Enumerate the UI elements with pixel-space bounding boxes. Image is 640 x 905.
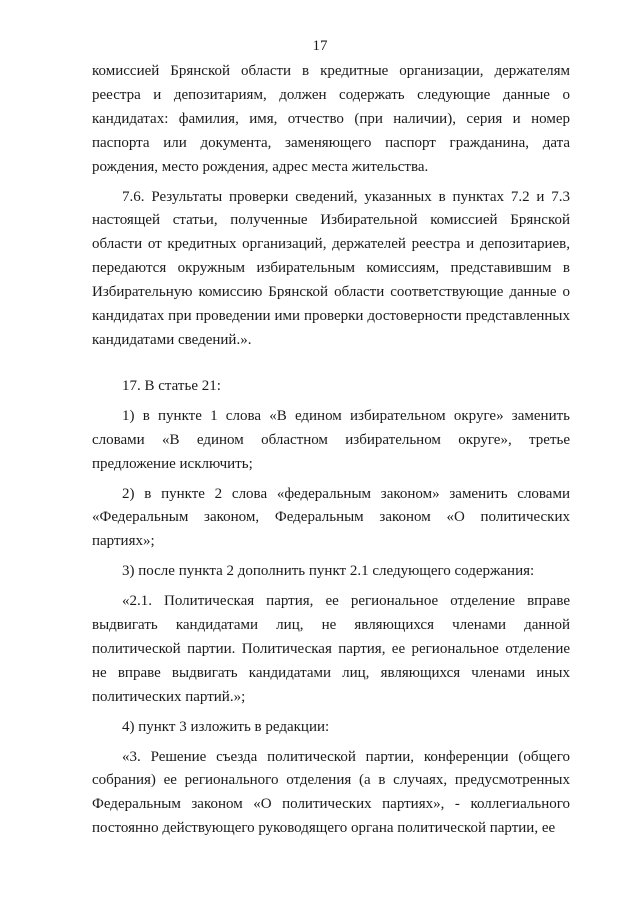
paragraph-item-4: 4) пункт 3 изложить в редакции: bbox=[122, 718, 330, 735]
paragraph-item-2: 2) в пункте 2 слова «федеральным законом» заменить словами «Федеральным законом, Федеральным законом «О политических партиях»; bbox=[92, 485, 570, 550]
paragraph-3-text: «3. Решение съезда политической партии, конференции (общего собрания) ее регионального отделения (а в случаях, предусмотренных Федеральным законом «О политических партиях», - коллегиального постоянно действующего руководящего органа политической партии, ее bbox=[92, 748, 570, 837]
page-number: 17 bbox=[312, 38, 328, 54]
paragraph-item-3: 3) после пункта 2 дополнить пункт 2.1 следующего содержания: bbox=[122, 563, 535, 580]
paragraph-2-1-text: «2.1. Политическая партия, ее региональное отделение вправе выдвигать кандидатами лиц, не являющихся членами данной политической партии. Политическая партия, ее региональное отделение не вправе выдвигать кандидатами лиц, являющихся членами иных политических партий.»; bbox=[92, 593, 570, 705]
paragraph-item-1: 1) в пункте 1 слова «В едином избирательном округе» заменить словами «В едином областном избирательном округе», третье предложение исключить; bbox=[92, 407, 570, 472]
document-body bbox=[92, 60, 570, 841]
paragraph-7-6: 7.6. Результаты проверки сведений, указанных в пунктах 7.2 и 7.3 настоящей статьи, полученные Избирательной комиссией Брянской области от кредитных организаций, держателей реестра и депозитариев, передаются окружным избирательным комиссиям, представившим в Избирательную комиссию Брянской области соответствующие данные о кандидатах при проведении ими проверки достоверности представленных кандидатами сведений.». bbox=[92, 188, 570, 348]
paragraph-article-21-heading: 17. В статье 21: bbox=[122, 377, 221, 394]
paragraph-continuation: комиссией Брянской области в кредитные организации, держателям реестра и депозитариям, должен содержать следующие данные о кандидатах: фамилия, имя, отчество (при наличии), серия и номер паспорта или документа, заменяющего паспорт гражданина, дата рождения, место рождения, адрес места жительства. bbox=[92, 63, 570, 175]
